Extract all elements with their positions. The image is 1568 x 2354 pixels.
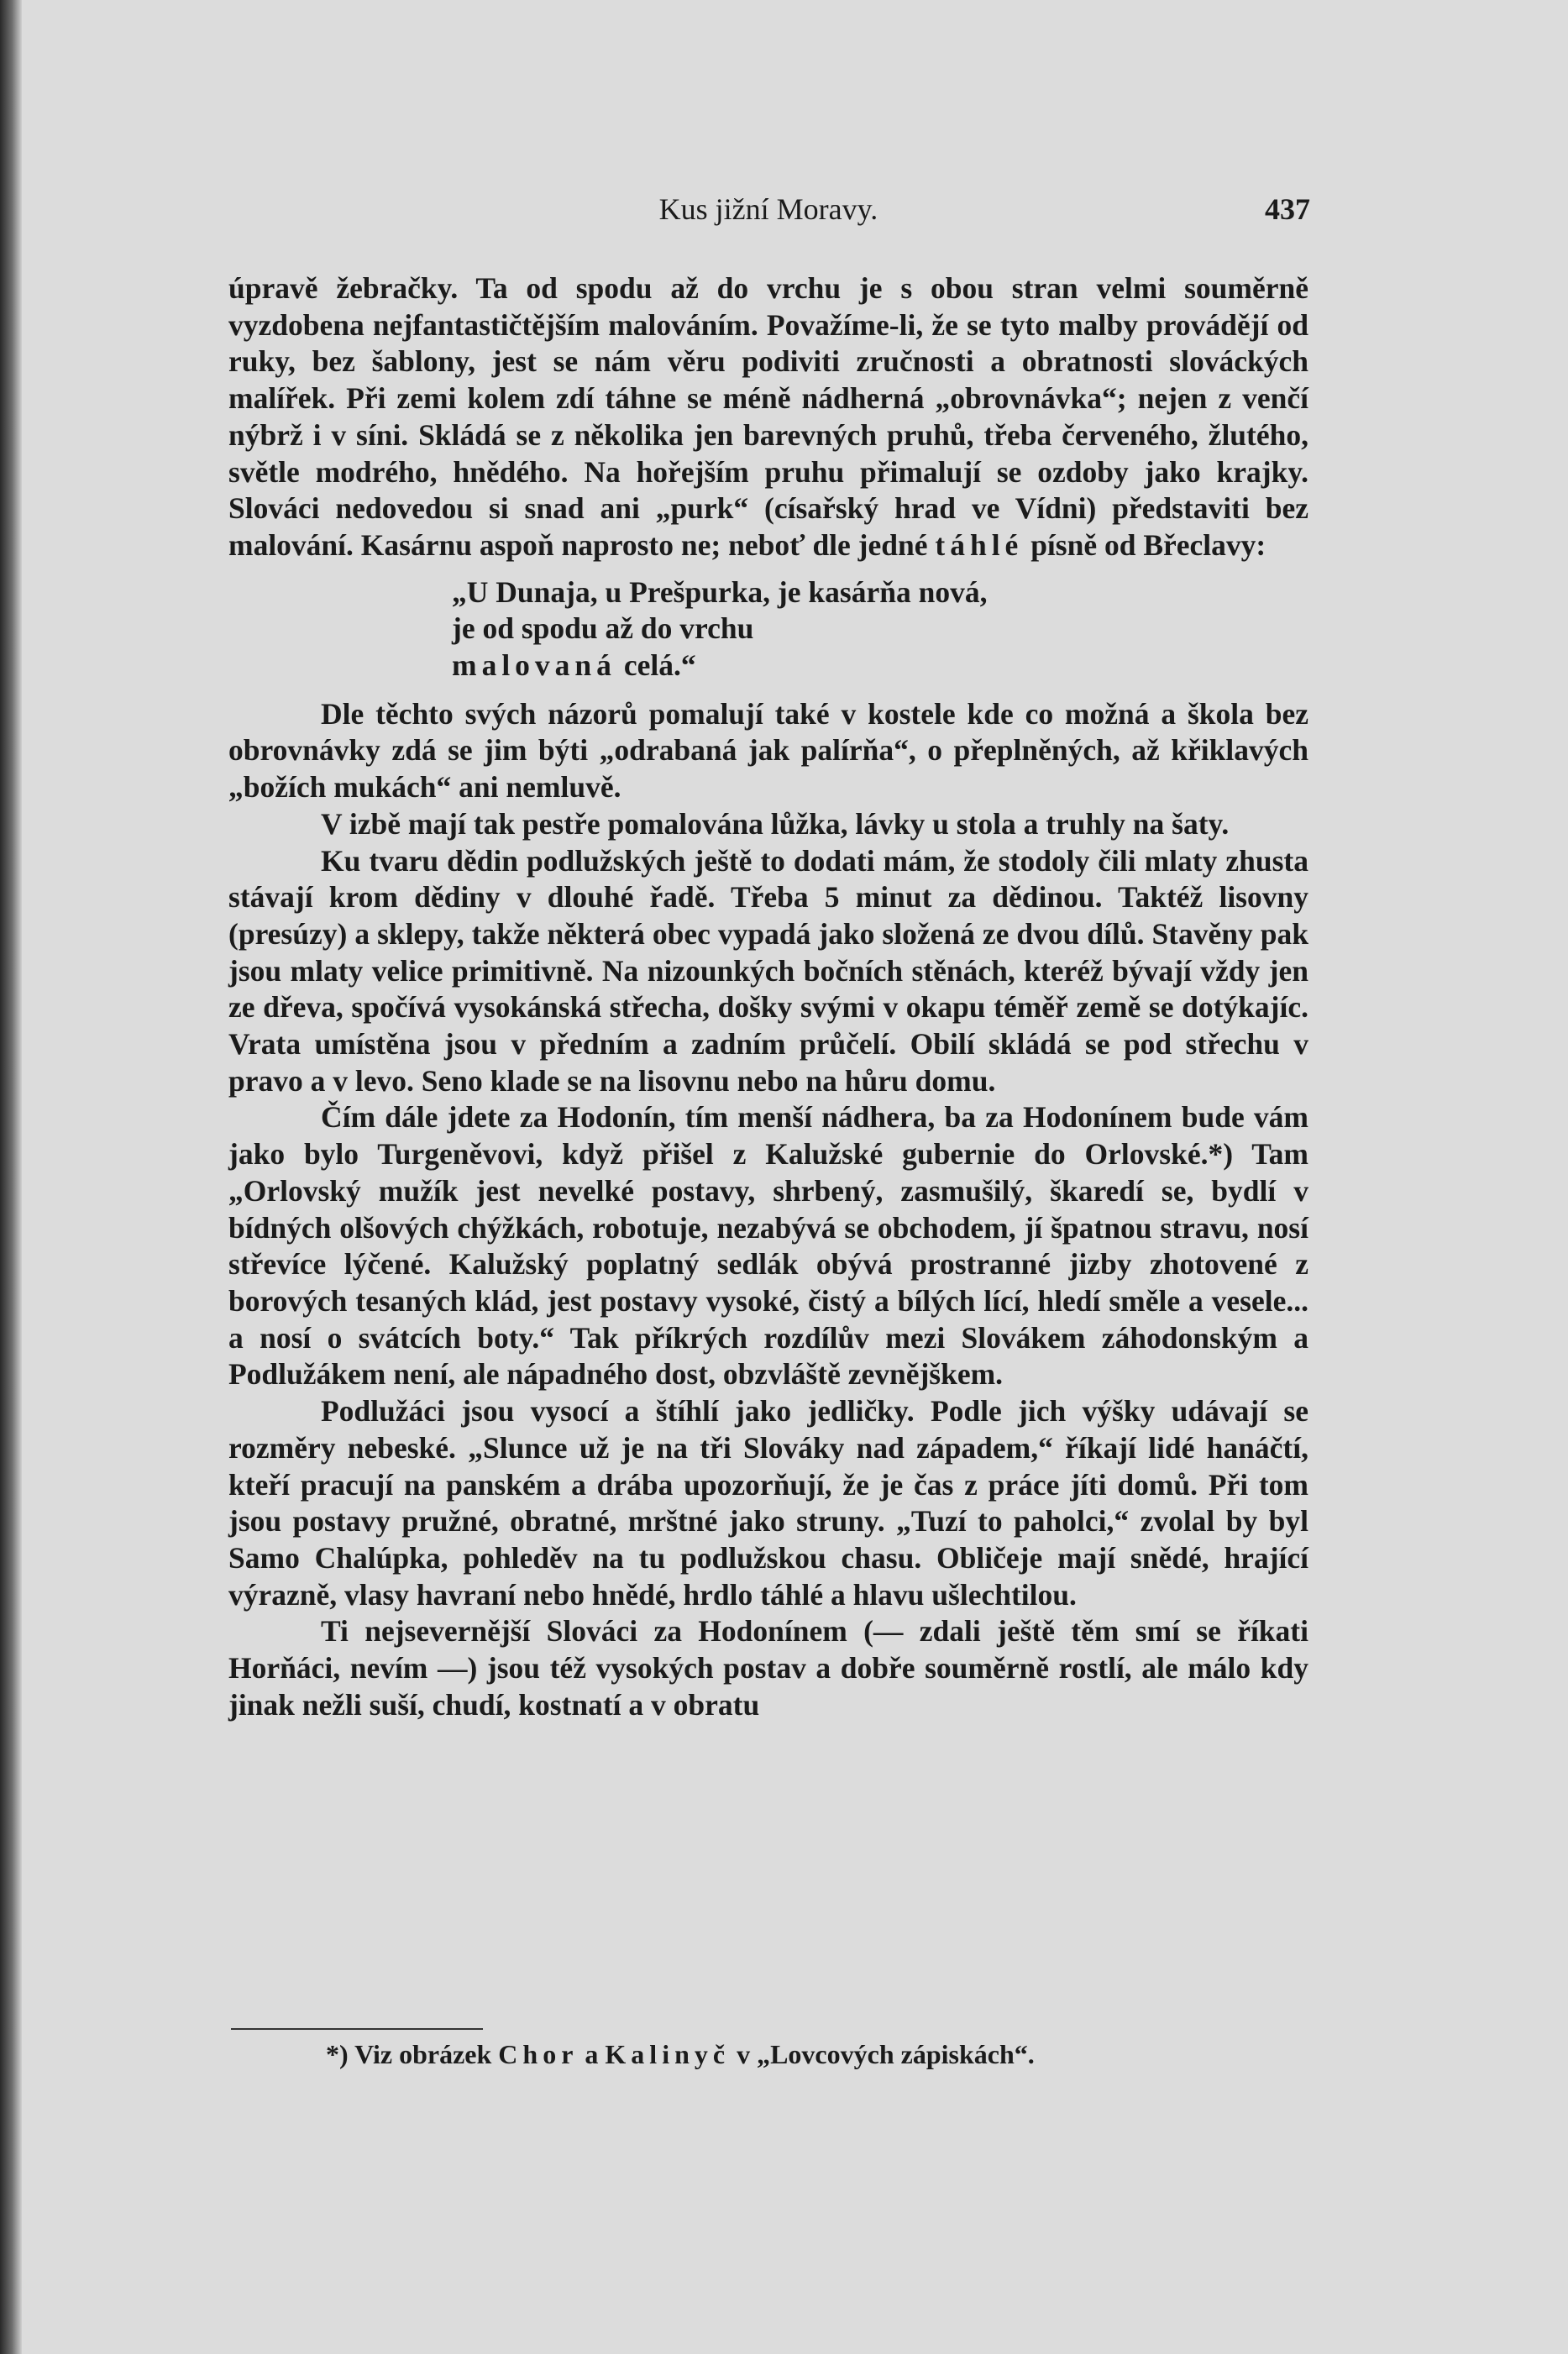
- paragraph: Ku tvaru dědin podlužských ještě to dodati mám, že stodoly čili mlaty zhusta stávají krom dědiny v dlouhé řadě. Třeba 5 minut za dědinou. Taktéž lisovny (presúzy) a sklepy, takže některá obec vypadá jako složená ze dvou dílů. Stavěny pak jsou mlaty velice primitivně. Na nizounkých bočních stěnách, kteréž bývají vždy jen ze dřeva, spočívá vysokánská střecha, došky svými v okapu téměř země se dotýkajíc. Vrata umístěna jsou v předním a zadním průčelí. Obilí skládá se pod střechu v pravo a v levo. Seno klade se na lisovnu nebo na hůru domu.: [228, 843, 1308, 1098]
- running-title: Kus jižní Moravy.: [658, 192, 878, 226]
- page-header: [227, 191, 1310, 235]
- paragraph: Čím dále jdete za Hodonín, tím menší nádhera, ba za Hodonínem bude vám jako bylo Turgeněvovi, když přišel z Kalužské gubernie do Orlovské.*) Tam „Orlovský mužík jest nevelké postavy, shrbený, zasmušilý, škaredí se, bydlí v bídných olšových chýžkách, robotuje, nezabývá se obchodem, jí špatnou stravu, nosí střevíce lýčené. Kalužský poplatný sedlák obývá prostranné jizby zhotovené z borových tesaných klád, jest postavy vysoké, čistý a bílých lící, hledí směle a vesele... a nosí o svátcích boty.“ Tak příkrých rozdílův mezi Slovákem záhodonským a Podlužákem není, ale nápadného dost, obzvláště zevnějškem.: [228, 1100, 1308, 1392]
- book-spine-shadow: [0, 0, 22, 2354]
- paragraph: V izbě mají tak pestře pomalována lůžka, lávky u stola a truhly na šaty.: [321, 806, 1230, 841]
- verse-end: celá.“: [616, 648, 696, 683]
- verse-line: je od spodu až do vrchu: [452, 611, 754, 646]
- footnote-divider: [231, 2028, 483, 2030]
- footnote-text: *) Viz obrázek: [326, 2039, 499, 2069]
- paragraph-text: písně od Břeclavy:: [1023, 527, 1266, 562]
- spaced-word: Kalinyč: [605, 2039, 731, 2069]
- paragraph: [228, 270, 1308, 564]
- verse-line: [452, 647, 1308, 684]
- verse-line: „U Dunaja, u Prešpurka, je kasárňa nová,: [452, 574, 988, 609]
- paragraph: Dle těchto svých názorů pomalují také v kostele kde co možná a škola bez obrovnávky zdá se jim býti „odrabaná jak palírňa“, o přeplněných, až křiklavých „božích mukách“ ani nemluvě.: [228, 696, 1308, 805]
- spaced-word: malovaná: [452, 648, 616, 683]
- spaced-word: Chor: [498, 2039, 579, 2069]
- body-text: [228, 270, 1308, 1723]
- verse-quote: [452, 574, 1308, 684]
- paragraph: Ti nejsevernější Slováci za Hodonínem (— zdali ještě těm smí se říkati Horňáci, nevím —) jsou též vysokých postav a dobře souměrně rostlí, ale málo kdy jinak nežli suší, chudí, kostnatí a v obratu: [228, 1614, 1308, 1722]
- paragraph: Podlužáci jsou vysocí a štíhlí jako jedličky. Podle jich výšky udávají se rozměry nebeské. „Slunce už je na tři Slováky nad západem,“ říkají lidé hanáčtí, kteří pracují na panském a drába upozorňují, že je čas z práce jíti domů. Při tom jsou postavy pružné, obratné, mrštné jako struny. „Tuzí to paholci,“ zvolal by byl Samo Chalúpka, pohleděv na tu podlužskou chasu. Obličeje mají snědé, hrající výrazně, vlasy havraní nebo hnědé, hrdlo táhlé a hlavu ušlechtilou.: [228, 1394, 1308, 1612]
- paragraph-text: úpravě žebračky. Ta od spodu až do vrchu je s obou stran velmi souměrně vyzdobena nejfantastičtějším malováním. Považíme-li, že se tyto malby provádějí od ruky, bez šablony, jest se nám věru podiviti zručnosti a obratnosti slováckých malířek. Při zemi kolem zdí táhne se méně nádherná „obrovnávka“; nejen z venčí nýbrž i v síni. Skládá se z několika jen barevných pruhů, třeba červeného, žlutého, světle modrého, hnědého. Na hořejším pruhu přimalují se ozdoby jako krajky. Slováci nedovedou si snad ani „purk“ (císařský hrad ve Vídni) představiti bez malování. Kasárnu aspoň naprosto ne; neboť dle jedné: [228, 271, 1308, 562]
- footnote-text: v „Lovcových zápiskách“.: [730, 2039, 1035, 2069]
- footnote: [326, 2037, 1308, 2072]
- page-number: 437: [1265, 192, 1310, 226]
- spaced-word: táhlé: [935, 527, 1024, 562]
- footnote-text: a: [578, 2039, 606, 2069]
